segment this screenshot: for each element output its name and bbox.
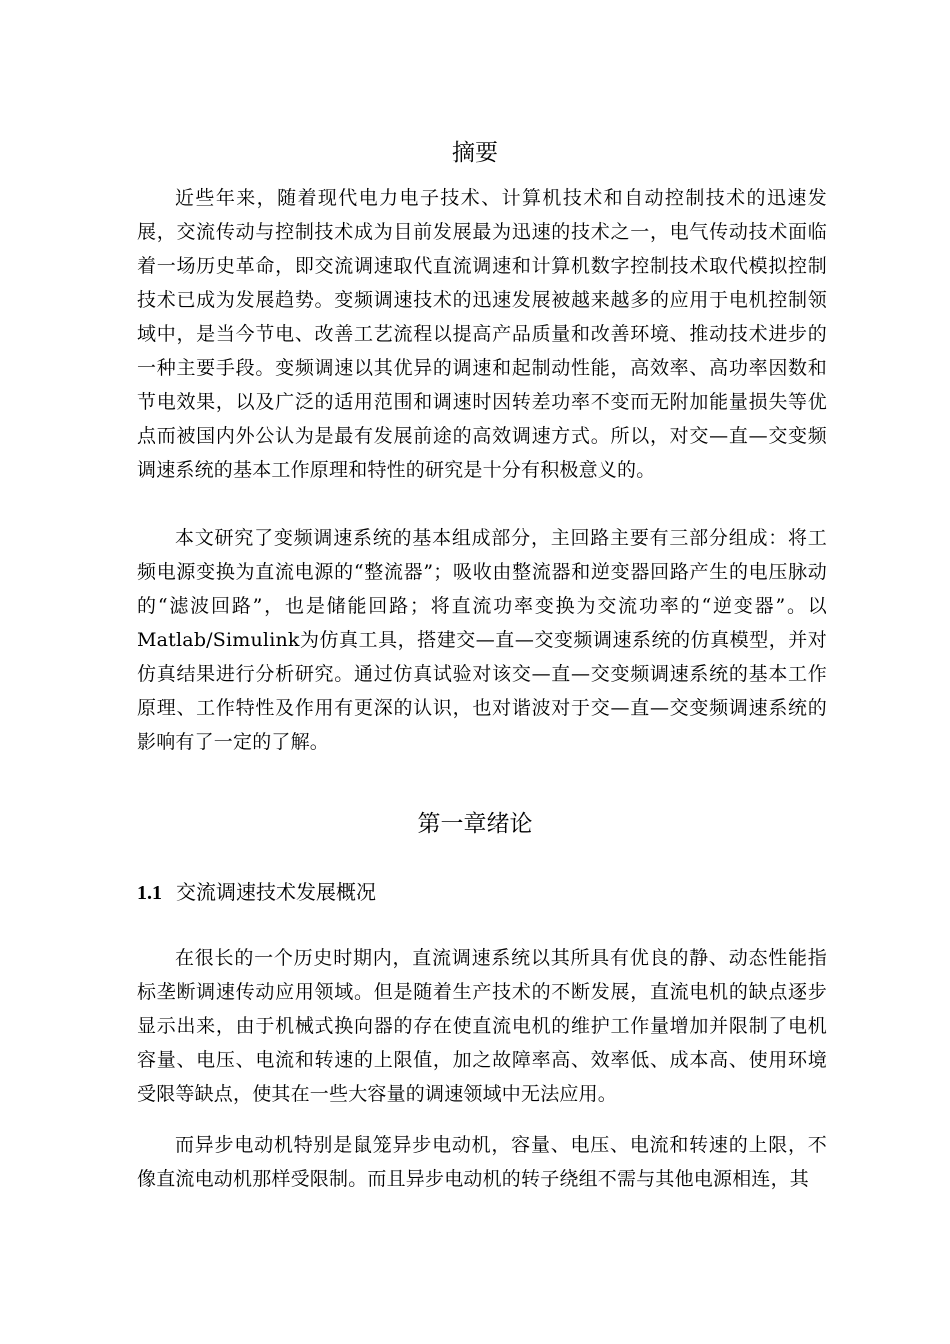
abstract-paragraph-1: 近些年来，随着现代电力电子技术、计算机技术和自动控制技术的迅速发展，交流传动与控制技术成为目前发展最为迅速的技术之一，电气传动技术面临着一场历史革命，即交流调速取代直流调速和计算机数字控制技术取代模拟控制技术已成为发展趋势。变频调速技术的迅速发展被越来越多的应用于电机控制领域中，是当今节电、改善工艺流程以提高产品质量和改善环境、推动技术进步的一种主要手段。变频调速以其优异的调速和起制动性能，高效率、高功率因数和节电效果，以及广泛的适用范围和调速时因转差功率不变而无附加能量损失等优点而被国内外公认为是最有发展前途的高效调速方式。所以，对交—直—交变频调速系统的基本工作原理和特性的研究是十分有积极意义的。 [137,187,827,481]
section-title: 交流调速技术发展概况 [176,880,376,904]
abstract-title: 摘要 [452,140,498,166]
chapter-paragraph-1: 在很长的一个历史时期内，直流调速系统以其所具有优良的静、动态性能指标垄断调速传动应用领域。但是随着生产技术的不断发展，直流电机的缺点逐步显示出来，由于机械式换向器的存在使直流电机的维护工作量增加并限制了电机容量、电压、电流和转速的上限值，加之故障率高、效率低、成本高、使用环境受限等缺点，使其在一些大容量的调速领域中无法应用。 [137,947,827,1105]
abstract-paragraph-2: 本文研究了变频调速系统的基本组成部分，主回路主要有三部分组成：将工频电源变换为直流电源的“整流器”；吸收由整流器和逆变器回路产生的电压脉动的“滤波回路”，也是储能回路；将直流功率变换为交流功率的“逆变器”。以Matlab/Simulink为仿真工具，搭建交—直—交变频调速系统的仿真模型，并对仿真结果进行分析研究。通过仿真试验对该交—直—交变频调速系统的基本工作原理、工作特性及作用有更深的认识，也对谐波对于交—直—交变频调速系统的影响有了一定的了解。 [137,527,827,753]
chapter-title: 第一章绪论 [417,811,533,837]
section-number: 1.1 [137,882,162,904]
chapter-paragraph-2: 而异步电动机特别是鼠笼异步电动机，容量、电压、电流和转速的上限，不像直流电动机那样受限制。而且异步电动机的转子绕组不需与其他电源相连，其 [137,1134,827,1190]
section-heading [137,876,376,905]
